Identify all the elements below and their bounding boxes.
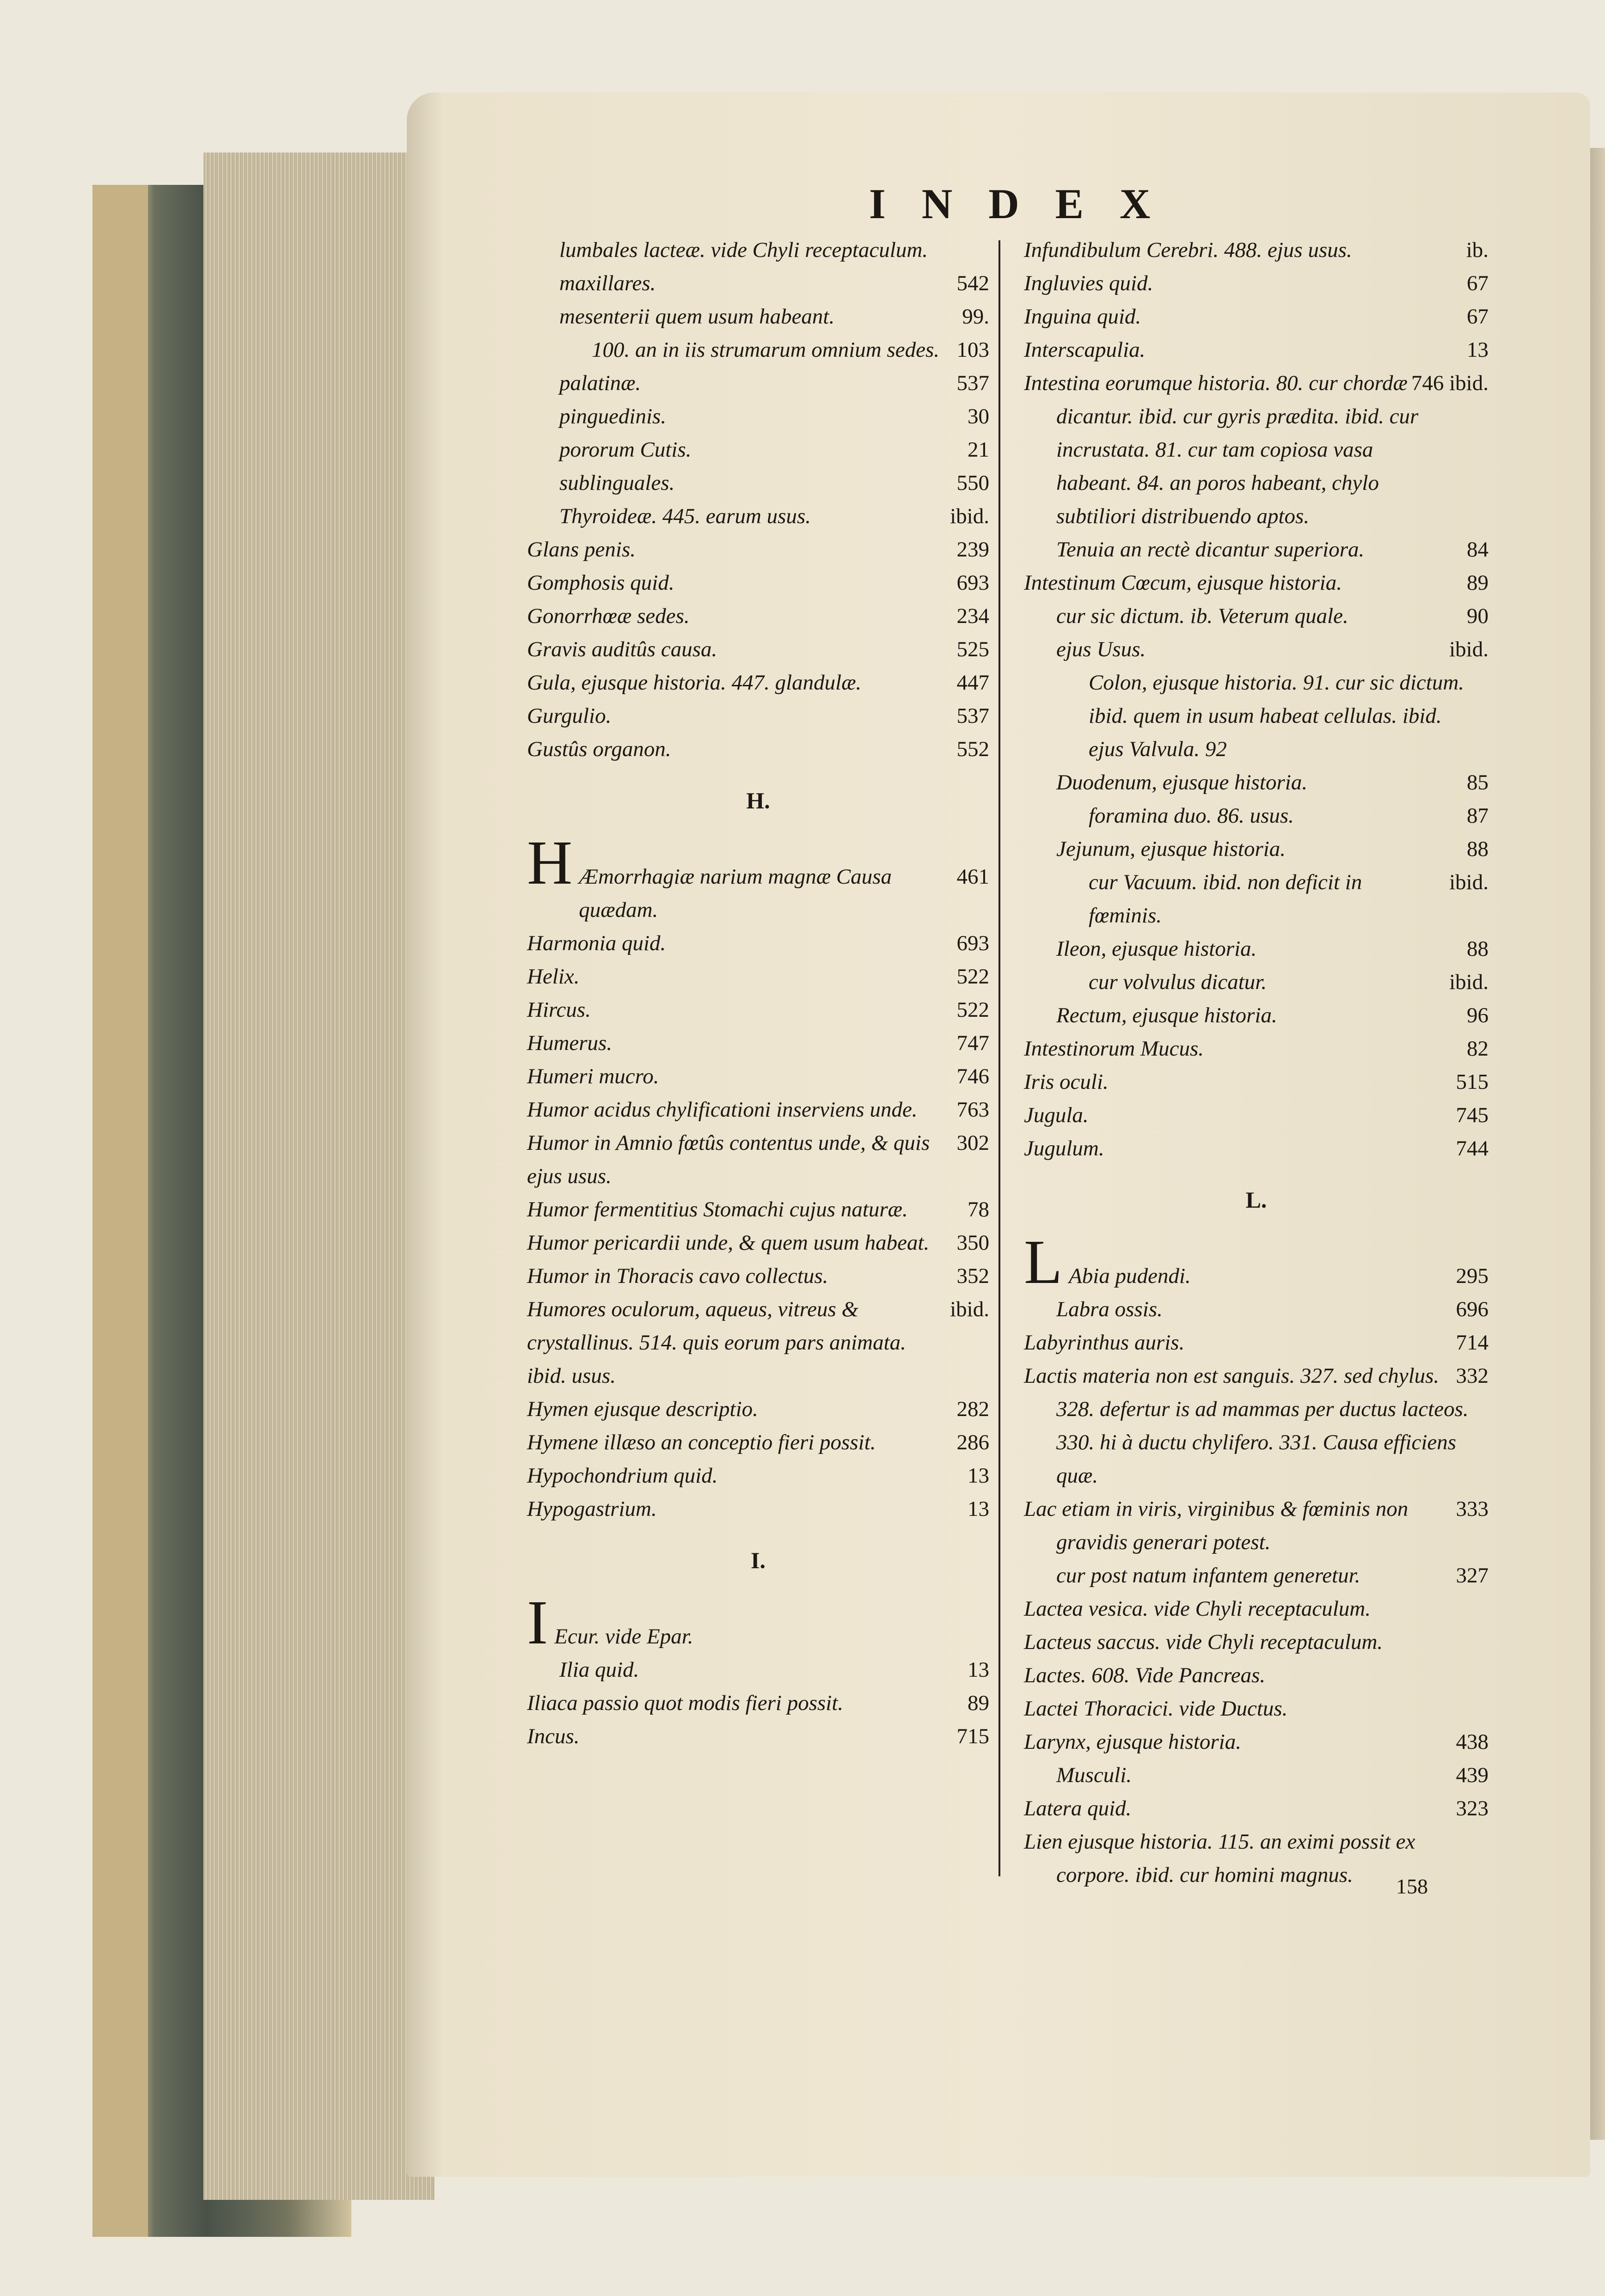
- entry-text: Lactes. 608. Vide Pancreas.: [1024, 1663, 1266, 1687]
- entry-page: 90: [1467, 604, 1489, 628]
- entry-text: Humores oculorum, aqueus, vitreus & crystallinus. 514. quis eorum pars animata. ibid. usus.: [527, 1297, 906, 1388]
- entry-page: 13: [1467, 338, 1489, 362]
- entry-page: 13: [968, 1497, 989, 1521]
- column-divider: [999, 240, 1000, 1876]
- entry-text: Lactis materia non est sanguis. 327. sed chylus. 328. defertur is ad mammas per ductus lacteos. 330. hi à ductu chylifero. 331. Causa efficiens quæ.: [1024, 1364, 1469, 1488]
- entry-page: 715: [956, 1724, 989, 1748]
- entry-text: Ingluvies quid.: [1024, 271, 1153, 295]
- index-entry: [527, 1193, 989, 1226]
- entry-page: ibid.: [1449, 870, 1489, 894]
- index-entry: [1024, 1592, 1489, 1625]
- index-entry: [527, 927, 989, 960]
- index-entry: [1024, 1559, 1489, 1592]
- entry-page: 67: [1467, 305, 1489, 329]
- entry-text: Intestinum Cœcum, ejusque historia.: [1024, 571, 1342, 595]
- index-entry: [527, 333, 989, 366]
- index-entry: [527, 993, 989, 1026]
- index-entry: [1024, 832, 1489, 866]
- index-entry: [1024, 1659, 1489, 1692]
- entry-text: Colon, ejusque historia. 91. cur sic dictum. ibid. quem in usum habeat cellulas. ibid. ejus Valvula. 92: [1089, 671, 1464, 761]
- entry-text: Humeri mucro.: [527, 1064, 659, 1088]
- entry-text: Æmorrhagiæ narium magnæ Causa quædam.: [579, 865, 892, 922]
- entry-page: ib.: [1466, 238, 1489, 262]
- entry-text: Tenuia an rectè dicantur superiora.: [1056, 537, 1365, 562]
- entry-text: Lactea vesica. vide Chyli receptaculum.: [1024, 1597, 1371, 1621]
- entry-page: 13: [968, 1464, 989, 1488]
- entry-page: ibid.: [1449, 637, 1489, 661]
- l-entries: [1024, 1293, 1489, 1892]
- entry-text: Jugulum.: [1024, 1136, 1104, 1160]
- index-entry: [1024, 932, 1489, 965]
- index-entry: [527, 633, 989, 666]
- drop-cap: L: [1024, 1234, 1063, 1293]
- entry-text: Lacteus saccus. vide Chyli receptaculum.: [1024, 1630, 1383, 1654]
- entry-text: Gonorrhœæ sedes.: [527, 604, 690, 628]
- entry-page: 13: [968, 1658, 989, 1682]
- index-entry: [527, 733, 989, 766]
- index-entry: [1024, 1492, 1489, 1559]
- index-entry: [527, 433, 989, 466]
- entry-text: lumbales lacteæ. vide Chyli receptaculum.: [559, 238, 928, 262]
- index-entry: [527, 366, 989, 400]
- index-entry: [1024, 233, 1489, 267]
- entry-page: 282: [956, 1397, 989, 1421]
- entry-page: 763: [956, 1098, 989, 1122]
- index-entry: [527, 1653, 989, 1686]
- index-entry: [527, 466, 989, 500]
- entry-page: 439: [1456, 1763, 1489, 1787]
- index-entry: [1024, 300, 1489, 333]
- entry-page: 103: [956, 338, 989, 362]
- index-entry: [1024, 366, 1489, 533]
- index-entry: [1024, 1234, 1489, 1293]
- page-edges: [203, 153, 435, 2200]
- entry-text: Humor fermentitius Stomachi cujus naturæ.: [527, 1197, 908, 1221]
- entry-text: Labyrinthus auris.: [1024, 1331, 1185, 1355]
- entry-page: 350: [956, 1231, 989, 1255]
- entry-text: cur volvulus dicatur.: [1089, 970, 1267, 994]
- entry-page: 552: [956, 737, 989, 761]
- entry-page: 332: [1456, 1364, 1489, 1388]
- entry-text: Harmonia quid.: [527, 931, 666, 955]
- entry-page: 522: [956, 998, 989, 1022]
- index-entry: [527, 400, 989, 433]
- section-heading-l: L.: [1245, 1187, 1267, 1213]
- entry-text: Inguina quid.: [1024, 305, 1141, 329]
- entry-text: foramina duo. 86. usus.: [1089, 804, 1294, 828]
- index-entry: [1024, 1132, 1489, 1165]
- index-entry: [527, 500, 989, 533]
- entry-page: 747: [956, 1031, 989, 1055]
- entry-text: Humor in Thoracis cavo collectus.: [527, 1264, 828, 1288]
- entry-page: 333: [1456, 1497, 1489, 1521]
- index-entry: [1024, 1065, 1489, 1099]
- index-entry: [1024, 965, 1489, 999]
- entry-page: 537: [956, 704, 989, 728]
- h-entries: [527, 927, 989, 1526]
- index-entry: [527, 1595, 989, 1653]
- entry-page: 295: [1456, 1264, 1489, 1288]
- entry-text: Hircus.: [527, 998, 591, 1022]
- entry-page: 542: [956, 271, 989, 295]
- entry-text: Intestinorum Mucus.: [1024, 1037, 1204, 1061]
- index-entry: [1024, 533, 1489, 566]
- index-entry: [527, 300, 989, 333]
- entry-text: maxillares.: [559, 271, 656, 295]
- entry-text: Ecur. vide Epar.: [554, 1624, 693, 1649]
- entry-text: Gravis auditûs causa.: [527, 637, 717, 661]
- entry-text: Rectum, ejusque historia.: [1056, 1003, 1277, 1027]
- entry-page: 515: [1456, 1070, 1489, 1094]
- section-heading-h: H.: [746, 788, 770, 813]
- index-entry: [1024, 1692, 1489, 1725]
- entry-page: 239: [956, 537, 989, 562]
- entry-text: Musculi.: [1056, 1763, 1132, 1787]
- index-entry: [1024, 1293, 1489, 1326]
- index-entry: [527, 1720, 989, 1753]
- entry-page: 89: [968, 1691, 989, 1715]
- catchword: 158: [1396, 1875, 1428, 1898]
- entry-text: Jugula.: [1024, 1103, 1089, 1127]
- entry-text: Ilia quid.: [559, 1658, 639, 1682]
- entry-text: Duodenum, ejusque historia.: [1056, 770, 1308, 794]
- entry-page: 96: [1467, 1003, 1489, 1027]
- index-entry: [527, 1226, 989, 1259]
- entry-page: 537: [956, 371, 989, 395]
- entry-text: cur post natum infantem generetur.: [1056, 1563, 1360, 1588]
- entry-text: Lac etiam in viris, virginibus & fœminis non gravidis generari potest.: [1024, 1497, 1409, 1554]
- entry-text: Lien ejusque historia. 115. an eximi possit ex corpore. ibid. cur homini magnus.: [1024, 1830, 1415, 1887]
- page-header: INDEX: [869, 180, 1187, 227]
- entry-page: 525: [956, 637, 989, 661]
- index-entry: [527, 835, 989, 927]
- entry-text: pinguedinis.: [559, 404, 667, 428]
- right-entries: [1024, 233, 1489, 1165]
- index-entry: [527, 1093, 989, 1126]
- entry-page: 87: [1467, 804, 1489, 828]
- entry-page: 67: [1467, 271, 1489, 295]
- index-entry: [1024, 1032, 1489, 1065]
- index-entry: [1024, 666, 1489, 766]
- entry-text: Iliaca passio quot modis fieri possit.: [527, 1691, 844, 1715]
- entry-text: cur Vacuum. ibid. non deficit in fœminis.: [1089, 870, 1362, 928]
- entry-text: Latera quid.: [1024, 1796, 1132, 1820]
- index-entry: [527, 1293, 989, 1392]
- index-entry: [527, 1426, 989, 1459]
- index-entry: [527, 666, 989, 699]
- entry-page: 438: [1456, 1730, 1489, 1754]
- entry-page: 99.: [962, 305, 989, 329]
- index-entry: [1024, 599, 1489, 633]
- index-entry: [1024, 1725, 1489, 1759]
- entry-text: Humor acidus chylificationi inserviens unde.: [527, 1098, 918, 1122]
- entry-text: Hymene illæso an conceptio fieri possit.: [527, 1430, 876, 1454]
- index-entry: [527, 233, 989, 267]
- entry-page: 88: [1467, 837, 1489, 861]
- entry-text: ejus Usus.: [1056, 637, 1146, 661]
- entry-text: pororum Cutis.: [559, 438, 692, 462]
- entry-page: 744: [1456, 1136, 1489, 1160]
- entry-text: Hymen ejusque descriptio.: [527, 1397, 758, 1421]
- entry-page: 746 ibid.: [1411, 371, 1489, 395]
- index-entry: [1024, 566, 1489, 599]
- entry-text: Incus.: [527, 1724, 580, 1748]
- entry-text: Thyroideæ. 445. earum usus.: [559, 504, 811, 528]
- entry-page: 89: [1467, 571, 1489, 595]
- index-entry: [527, 566, 989, 599]
- entry-page: 234: [956, 604, 989, 628]
- entry-text: Jejunum, ejusque historia.: [1056, 837, 1286, 861]
- index-entry: [527, 599, 989, 633]
- index-entry: [527, 1126, 989, 1193]
- entry-text: Humerus.: [527, 1031, 613, 1055]
- index-entry: [1024, 1759, 1489, 1792]
- entry-text: mesenterii quem usum habeant.: [559, 305, 835, 329]
- index-entry: [1024, 799, 1489, 832]
- entry-text: palatinæ.: [559, 371, 641, 395]
- left-column: [527, 233, 989, 1753]
- index-entry: [1024, 866, 1489, 932]
- entry-page: 693: [956, 571, 989, 595]
- entry-text: Humor in Amnio fœtûs contentus unde, & quis ejus usus.: [527, 1131, 930, 1188]
- drop-cap: I: [527, 1595, 548, 1653]
- entry-text: Iris oculi.: [1024, 1070, 1109, 1094]
- entry-page: 84: [1467, 537, 1489, 562]
- index-entry: [527, 1060, 989, 1093]
- entry-page: 522: [956, 965, 989, 989]
- index-entry: [527, 699, 989, 733]
- section-heading-i: I.: [751, 1547, 766, 1573]
- entry-page: 696: [1456, 1297, 1489, 1321]
- index-entry: [527, 1492, 989, 1526]
- index-entry: [1024, 633, 1489, 666]
- entry-page: 286: [956, 1430, 989, 1454]
- entry-text: Gustûs organon.: [527, 737, 671, 761]
- entry-page: 693: [956, 931, 989, 955]
- entry-text: 100. an in iis strumarum omnium sedes.: [592, 338, 940, 362]
- index-entry: [1024, 267, 1489, 300]
- index-entry: [527, 267, 989, 300]
- index-entry: [527, 960, 989, 993]
- entry-text: cur sic dictum. ib. Veterum quale.: [1056, 604, 1348, 628]
- entry-page: 745: [1456, 1103, 1489, 1127]
- entry-page: 323: [1456, 1796, 1489, 1820]
- entry-page: ibid.: [950, 1297, 989, 1321]
- index-entry: [527, 1686, 989, 1720]
- index-entry: [527, 1026, 989, 1060]
- entry-text: Hypochondrium quid.: [527, 1464, 718, 1488]
- index-entry: [527, 1259, 989, 1293]
- entry-page: ibid.: [950, 504, 989, 528]
- entry-page: 78: [968, 1197, 989, 1221]
- index-entry: [1024, 1359, 1489, 1492]
- entry-text: Gurgulio.: [527, 704, 612, 728]
- entry-text: Gula, ejusque historia. 447. glandulæ.: [527, 671, 862, 695]
- index-entry: [1024, 766, 1489, 799]
- index-entry: [527, 533, 989, 566]
- index-entry: [1024, 333, 1489, 366]
- left-entries: [527, 233, 989, 766]
- entry-page: 746: [956, 1064, 989, 1088]
- entry-page: 30: [968, 404, 989, 428]
- entry-text: Ileon, ejusque historia.: [1056, 937, 1257, 961]
- index-entry: [527, 1459, 989, 1492]
- entry-page: 550: [956, 471, 989, 495]
- entry-text: Humor pericardii unde, & quem usum habeat.: [527, 1231, 930, 1255]
- entry-page: 327: [1456, 1563, 1489, 1588]
- entry-page: ibid.: [1449, 970, 1489, 994]
- entry-page: 85: [1467, 770, 1489, 794]
- entry-text: Infundibulum Cerebri. 488. ejus usus.: [1024, 238, 1352, 262]
- entry-page: 88: [1467, 937, 1489, 961]
- drop-cap: H: [527, 835, 573, 898]
- index-entry: [1024, 1625, 1489, 1659]
- entry-text: Labra ossis.: [1056, 1297, 1163, 1321]
- entry-page: 302: [956, 1131, 989, 1155]
- entry-page: 447: [956, 671, 989, 695]
- entry-text: Larynx, ejusque historia.: [1024, 1730, 1241, 1754]
- entry-page: 352: [956, 1264, 989, 1288]
- i-entries: [527, 1653, 989, 1753]
- entry-text: Intestina eorumque historia. 80. cur chordæ dicantur. ibid. cur gyris prædita. ibid. cur incrustata. 81. cur tam copiosa vasa habeant. 84. an poros habeant, chylo subtiliori distribuendo aptos.: [1024, 371, 1419, 528]
- entry-text: Lactei Thoracici. vide Ductus.: [1024, 1697, 1288, 1721]
- entry-text: sublinguales.: [559, 471, 675, 495]
- entry-text: Helix.: [527, 965, 580, 989]
- index-entry: [1024, 1326, 1489, 1359]
- entry-page: 461: [956, 865, 989, 889]
- entry-text: Hypogastrium.: [527, 1497, 657, 1521]
- entry-page: 21: [968, 438, 989, 462]
- index-entry: [1024, 999, 1489, 1032]
- entry-text: Abia pudendi.: [1069, 1264, 1191, 1288]
- entry-page: 714: [1456, 1331, 1489, 1355]
- book-board: [92, 185, 148, 2237]
- index-entry: [1024, 1099, 1489, 1132]
- entry-text: Interscapulia.: [1024, 338, 1146, 362]
- entry-text: Gomphosis quid.: [527, 571, 674, 595]
- index-entry: [527, 1392, 989, 1426]
- entry-page: 82: [1467, 1037, 1489, 1061]
- index-entry: [1024, 1792, 1489, 1825]
- right-column: [1024, 233, 1489, 1892]
- entry-text: Glans penis.: [527, 537, 636, 562]
